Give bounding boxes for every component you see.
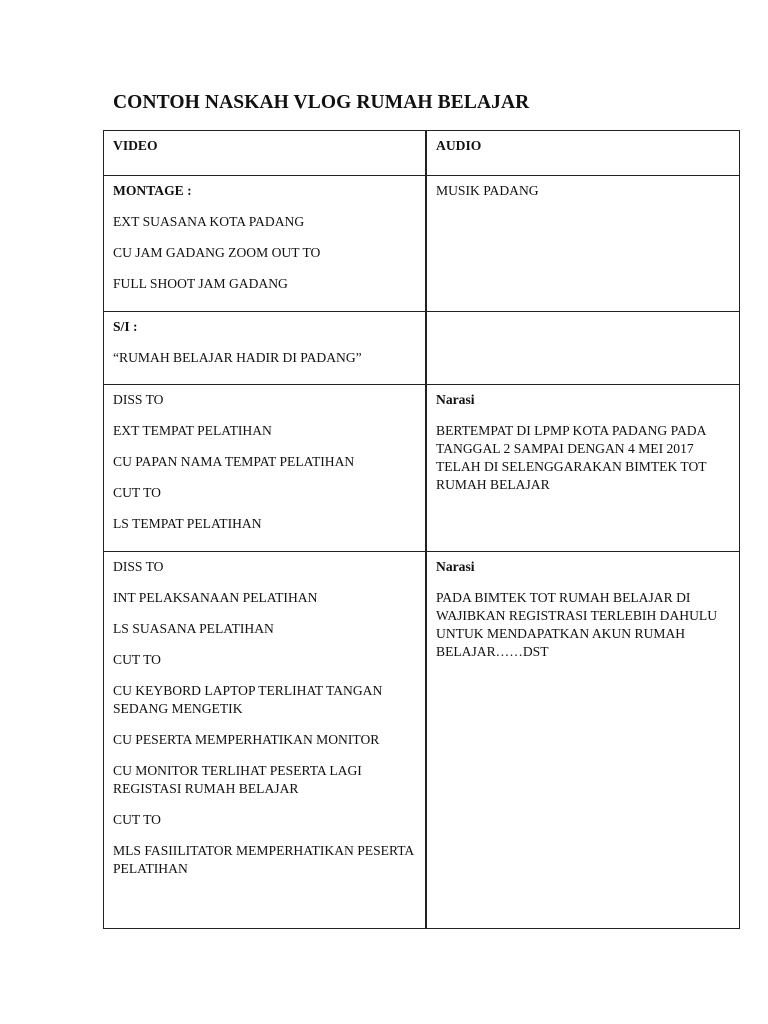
table-row xyxy=(104,552,740,929)
video-line: EXT SUASANA KOTA PADANG xyxy=(113,214,305,229)
video-line: MLS FASIILITATOR MEMPERHATIKAN PESERTA PELATIHAN xyxy=(113,843,414,876)
video-line: CU JAM GADANG ZOOM OUT TO xyxy=(113,245,321,260)
video-cell xyxy=(104,552,427,929)
audio-label: Narasi xyxy=(436,392,475,407)
video-line: CU MONITOR TERLIHAT PESERTA LAGI REGISTASI RUMAH BELAJAR xyxy=(113,763,362,796)
audio-label: Narasi xyxy=(436,559,475,574)
video-line: DISS TO xyxy=(113,559,164,574)
video-line: DISS TO xyxy=(113,392,164,407)
table-row xyxy=(104,176,740,312)
video-line: LS SUASANA PELATIHAN xyxy=(113,621,274,636)
table-row xyxy=(104,385,740,552)
video-line: “RUMAH BELAJAR HADIR DI PADANG” xyxy=(113,350,362,365)
document-title: CONTOH NASKAH VLOG RUMAH BELAJAR xyxy=(113,92,530,113)
audio-header: AUDIO xyxy=(436,138,482,153)
video-line: INT PELAKSANAAN PELATIHAN xyxy=(113,590,318,605)
script-table xyxy=(103,130,740,929)
audio-cell xyxy=(426,176,740,312)
audio-text: BERTEMPAT DI LPMP KOTA PADANG PADA TANGGAL 2 SAMPAI DENGAN 4 MEI 2017 TELAH DI SELENGGARAKAN BIMTEK TOT RUMAH BELAJAR xyxy=(436,423,707,492)
video-cell xyxy=(104,176,427,312)
audio-text: MUSIK PADANG xyxy=(436,183,539,198)
video-line: CU PAPAN NAMA TEMPAT PELATIHAN xyxy=(113,454,355,469)
video-line: CU KEYBORD LAPTOP TERLIHAT TANGAN SEDANG MENGETIK xyxy=(113,683,383,716)
audio-header-cell xyxy=(426,131,740,176)
video-cell xyxy=(104,385,427,552)
video-header-cell xyxy=(104,131,427,176)
video-label: MONTAGE : xyxy=(113,183,192,198)
video-line: EXT TEMPAT PELATIHAN xyxy=(113,423,272,438)
video-line: CUT TO xyxy=(113,485,161,500)
audio-text: PADA BIMTEK TOT RUMAH BELAJAR DI WAJIBKAN REGISTRASI TERLEBIH DAHULU UNTUK MENDAPATKAN AKUN RUMAH BELAJAR……DST xyxy=(436,590,718,659)
audio-cell xyxy=(426,385,740,552)
video-line: LS TEMPAT PELATIHAN xyxy=(113,516,262,531)
table-header-row xyxy=(104,131,740,176)
audio-cell xyxy=(426,312,740,385)
audio-cell xyxy=(426,552,740,929)
table-row xyxy=(104,312,740,385)
video-line: CUT TO xyxy=(113,652,161,667)
video-header: VIDEO xyxy=(113,138,158,153)
video-cell xyxy=(104,312,427,385)
video-line: CU PESERTA MEMPERHATIKAN MONITOR xyxy=(113,732,380,747)
video-line: FULL SHOOT JAM GADANG xyxy=(113,276,288,291)
video-label: S/I : xyxy=(113,319,138,334)
video-line: CUT TO xyxy=(113,812,161,827)
